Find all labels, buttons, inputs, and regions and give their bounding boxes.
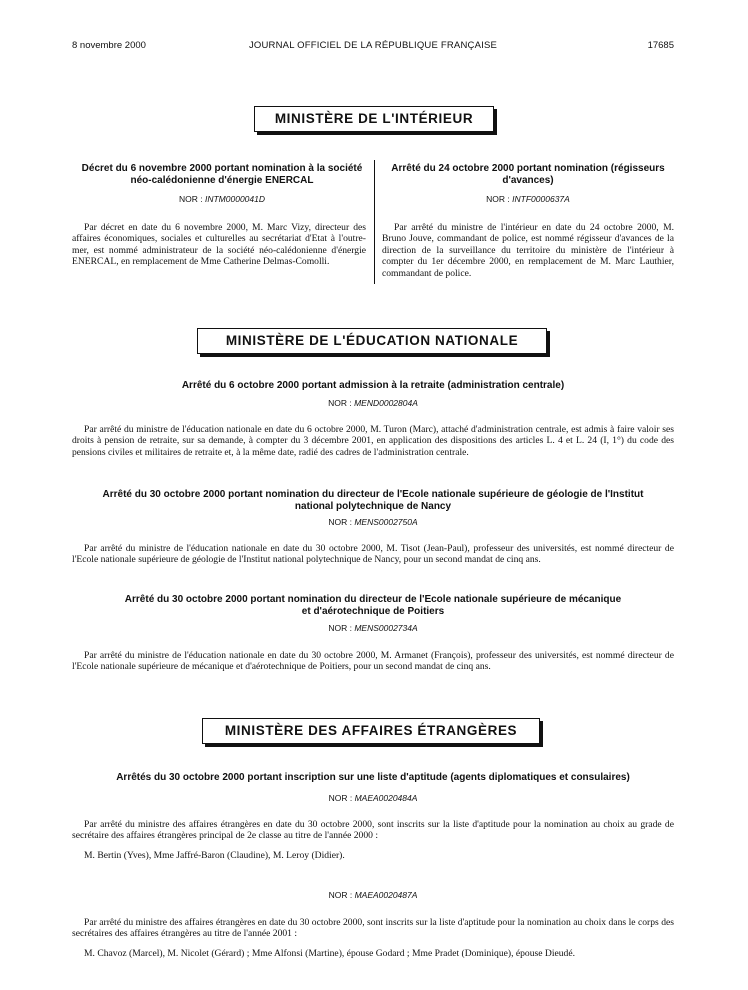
arrete-body-retraite (72, 424, 674, 458)
nor-label: NOR : (486, 194, 510, 204)
arrete-body-aptitude-2000 (72, 819, 674, 861)
arrete-body-regisseurs (382, 222, 674, 279)
decree-body-enercal (72, 222, 366, 268)
header-journal-title: JOURNAL OFFICIEL DE LA RÉPUBLIQUE FRANÇAISE (248, 40, 498, 51)
nor-reference (72, 517, 674, 527)
paragraph: Par décret en date du 6 novembre 2000, M. Marc Vizy, directeur des affaires économiques, sociales et culturelles au secrétariat d'Etat à l'outre-mer, est nommé administrateur de la société néo-calédonienne d'énergie ENERCAL, en remplacement de Mme Catherine Delmas-Comolli. (72, 222, 366, 268)
nor-label: NOR : (328, 398, 352, 408)
nor-code: MENS0002734A (354, 623, 418, 633)
page-header (72, 40, 674, 54)
arrete-title-regisseurs: Arrêté du 24 octobre 2000 portant nomination (régisseurs d'avances) (391, 163, 665, 186)
nor-label: NOR : (178, 194, 203, 204)
arrete-body-nancy (72, 543, 674, 566)
paragraph: Par arrêté du ministre de l'éducation nationale en date du 30 octobre 2000, M. Armanet (François), professeur des universités, est nommé directeur de l'Ecole nationale supérieure de mécanique et d'aérotechnique de Poitiers, pour un second mandat de cinq ans. (72, 650, 674, 673)
nor-reference (72, 890, 674, 900)
nor-reference (72, 793, 674, 803)
paragraph: Par arrêté du ministre de l'intérieur en date du 24 octobre 2000, M. Bruno Jouve, commandant de police, est nommé régisseur d'avances de la direction de la surveillance du territoire du ministère de l'intérieur à compter du 1er décembre 2000, en remplacement de M. Marc Lauthier, commandant de police. (382, 222, 674, 279)
ministry-heading-education: MINISTÈRE DE L'ÉDUCATION NATIONALE (197, 328, 547, 354)
nor-label: NOR : (328, 517, 352, 527)
paragraph: Par arrêté du ministre des affaires étrangères en date du 30 octobre 2000, sont inscrits sur la liste d'aptitude pour la nomination au choix dans le corps des secrétaires des affaires étrangères au titre de l'année 2001 : (72, 917, 674, 940)
arrete-body-aptitude-2001 (72, 917, 674, 959)
nor-label: NOR : (328, 623, 352, 633)
nor-label: NOR : (328, 890, 353, 900)
header-date: 8 novembre 2000 (72, 40, 146, 51)
nor-code: MEND0002804A (354, 398, 418, 408)
names-list: M. Chavoz (Marcel), M. Nicolet (Gérard) ; Mme Alfonsi (Martine), épouse Godard ; Mme Pradet (Dominique), épouse Dieudé. (84, 947, 576, 959)
paragraph: Par arrêté du ministre de l'éducation nationale en date du 6 octobre 2000, M. Turon (Marc), attaché d'administration centrale, est admis à faire valoir ses droits à pension de retraite, sur sa demande, à compter du 3 décembre 2001, en application des dispositions des articles L. 4 et L. 24 (I, 1°) du code des pensions civiles et militaires de retraite et, à la même date, radié des cadres de l'administration centrale. (72, 424, 674, 458)
ministry-heading-interieur: MINISTÈRE DE L'INTÉRIEUR (254, 106, 494, 132)
nor-reference (72, 194, 372, 204)
arretes-title-liste-aptitude: Arrêtés du 30 octobre 2000 portant inscription sur une liste d'aptitude (agents diplomatiques et consulaires) (116, 772, 630, 783)
column-divider (374, 160, 375, 284)
decree-title-enercal: Décret du 6 novembre 2000 portant nomination à la société néo-calédonienne d'énergie ENERCAL (81, 163, 363, 186)
arrete-title-poitiers: Arrêté du 30 octobre 2000 portant nomination du directeur de l'Ecole nationale supérieure de mécanique et d'aérotechnique de Poitiers (124, 594, 622, 617)
paragraph: Par arrêté du ministre des affaires étrangères en date du 30 octobre 2000, sont inscrits sur la liste d'aptitude pour la nomination au choix au grade de secrétaire des affaires étrangères principal de 2e classe au titre de l'année 2000 : (72, 819, 674, 842)
arrete-title-retraite: Arrêté du 6 octobre 2000 portant admission à la retraite (administration centrale) (181, 380, 565, 391)
arrete-body-poitiers (72, 650, 674, 673)
nor-code: MAEA0020484A (354, 793, 418, 803)
header-page-number: 17685 (647, 40, 674, 51)
paragraph: Par arrêté du ministre de l'éducation nationale en date du 30 octobre 2000, M. Tisot (Jean-Paul), professeur des universités, est nommé directeur de l'Ecole nationale supérieure de géologie de l'Institut national polytechnique de Nancy, pour un second mandat de cinq ans. (72, 543, 674, 566)
nor-label: NOR : (328, 793, 353, 803)
nor-reference (382, 194, 674, 204)
nor-reference (72, 623, 674, 633)
nor-code: INTF0000637A (512, 194, 570, 204)
arrete-title-nancy: Arrêté du 30 octobre 2000 portant nomination du directeur de l'Ecole nationale supérieure de géologie de l'Institut national polytechnique de Nancy (102, 489, 644, 512)
ministry-heading-affaires-etrangeres: MINISTÈRE DES AFFAIRES ÉTRANGÈRES (202, 718, 540, 744)
nor-code: INTM0000041D (204, 194, 265, 204)
nor-reference (72, 398, 674, 408)
nor-code: MAEA0020487A (354, 890, 418, 900)
nor-code: MENS0002750A (354, 517, 418, 527)
names-list: M. Bertin (Yves), Mme Jaffré-Baron (Claudine), M. Leroy (Didier). (84, 849, 345, 861)
